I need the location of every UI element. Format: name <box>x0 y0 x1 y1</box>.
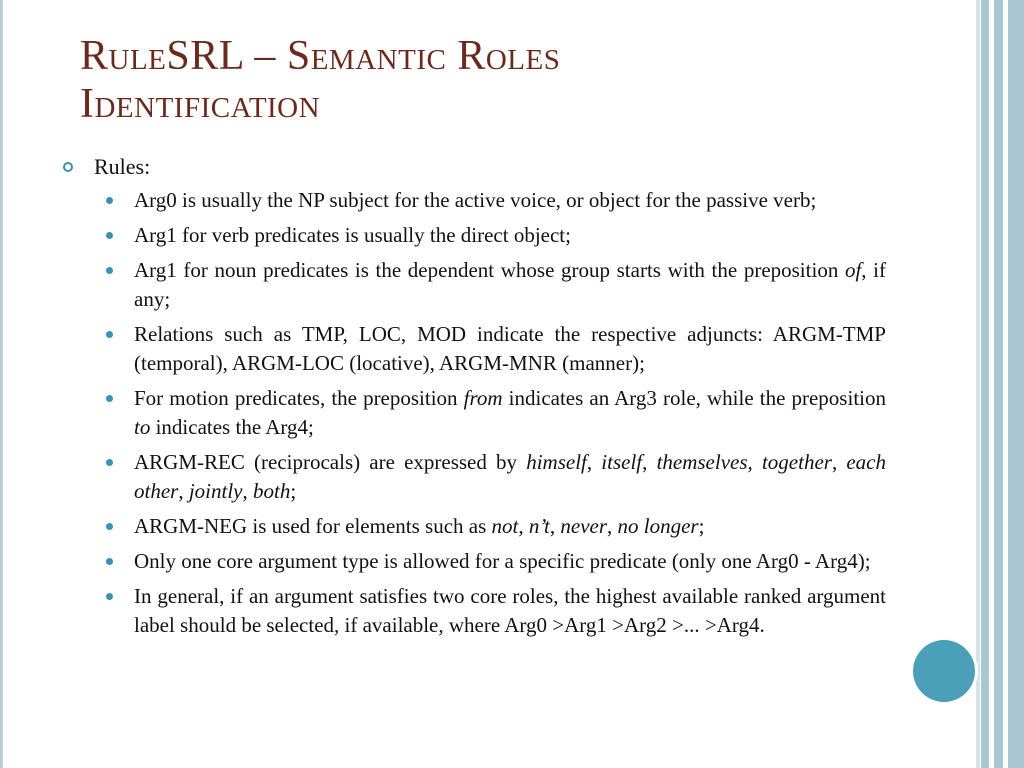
dot-bullet-icon <box>106 197 113 204</box>
rule-italic-term: not <box>491 514 519 538</box>
rule-italic-term: itself <box>601 450 643 474</box>
title-line-1: RuleSRL – Semantic Roles <box>80 33 561 79</box>
rule-italic-term: themselves <box>656 450 748 474</box>
rule-italic-term: himself <box>526 450 587 474</box>
dot-bullet-icon <box>106 395 113 402</box>
rule-text: , <box>747 450 762 474</box>
rule-item <box>134 512 886 541</box>
right-band-stripe <box>981 0 989 768</box>
rule-italic-term: each other <box>134 450 887 503</box>
dot-bullet-icon <box>106 593 113 600</box>
slide-body <box>60 152 886 646</box>
rule-item <box>134 582 886 640</box>
rule-text: ARGM-NEG is used for elements such as <box>134 514 492 538</box>
rule-text: , <box>607 514 618 538</box>
rule-italic-term: n’t <box>528 514 550 538</box>
rules-list <box>60 186 886 640</box>
dot-bullet-icon <box>106 331 113 338</box>
rule-text: ARGM-REC (reciprocals) are expressed by <box>134 450 527 474</box>
right-band-gap <box>1004 0 1007 768</box>
rule-italic-term: jointly <box>188 479 243 503</box>
rule-item <box>134 384 886 442</box>
rules-heading-item <box>60 152 886 182</box>
ring-bullet-icon <box>63 162 73 172</box>
dot-bullet-icon <box>106 267 113 274</box>
dot-bullet-icon <box>106 232 113 239</box>
rules-heading: Rules: <box>94 154 151 179</box>
rule-text: Arg0 is usually the NP subject for the active voice, or object for the passive verb; <box>134 188 817 212</box>
slide-title <box>80 32 920 128</box>
rule-italic-term: both <box>253 479 291 503</box>
rule-italic-term: to <box>134 415 151 439</box>
rule-italic-term: never <box>560 514 608 538</box>
rule-text: , <box>642 450 657 474</box>
rule-text: ; <box>698 514 705 538</box>
rule-text: , <box>242 479 253 503</box>
rule-text: Arg1 for noun predicates is the dependent whose group starts with the preposition <box>134 258 845 282</box>
rule-italic-term: of <box>844 258 862 282</box>
rule-text: , <box>518 514 529 538</box>
rule-text: , <box>178 479 189 503</box>
rule-italic-term: no longer <box>617 514 699 538</box>
right-band-gap <box>990 0 993 768</box>
rule-text: , <box>549 514 561 538</box>
circle-decoration <box>913 640 975 702</box>
rule-text: Relations such as TMP, LOC, MOD indicate the respective adjuncts: ARGM-TMP (temporal), ARGM-LOC (locative), ARGM-MNR (manner); <box>134 322 886 375</box>
rule-text: indicates the Arg4; <box>150 415 314 439</box>
rule-item <box>134 186 886 215</box>
rule-text: ; <box>290 479 297 503</box>
title-line-2: Identification <box>80 81 321 127</box>
dot-bullet-icon <box>106 523 113 530</box>
rule-text: Arg1 for verb predicates is usually the direct object; <box>134 223 571 247</box>
rule-item <box>134 547 886 576</box>
rule-text: Only one core argument type is allowed for a specific predicate (only one Arg0 - Arg4); <box>134 549 871 573</box>
rule-italic-term: from <box>463 386 503 410</box>
rule-italic-term: together <box>761 450 832 474</box>
rule-text: , if any; <box>134 258 887 311</box>
dot-bullet-icon <box>106 459 113 466</box>
rule-text: , <box>831 450 847 474</box>
rule-item <box>134 320 886 378</box>
dot-bullet-icon <box>106 558 113 565</box>
right-band-stripe <box>976 0 980 768</box>
rule-text: For motion predicates, the preposition <box>134 386 464 410</box>
left-border-decoration <box>0 0 3 768</box>
rule-text: indicates an Arg3 role, while the preposition <box>502 386 886 410</box>
rule-item <box>134 221 886 250</box>
rule-item <box>134 256 886 314</box>
rule-text: , <box>586 450 602 474</box>
rule-text: In general, if an argument satisfies two core roles, the highest available ranked argument label should be selected, if available, where Arg0 >Arg1 >Arg2 >... >Arg4. <box>134 584 886 637</box>
rule-item <box>134 448 886 506</box>
right-band-stripe <box>1008 0 1024 768</box>
right-band-stripe <box>994 0 1003 768</box>
